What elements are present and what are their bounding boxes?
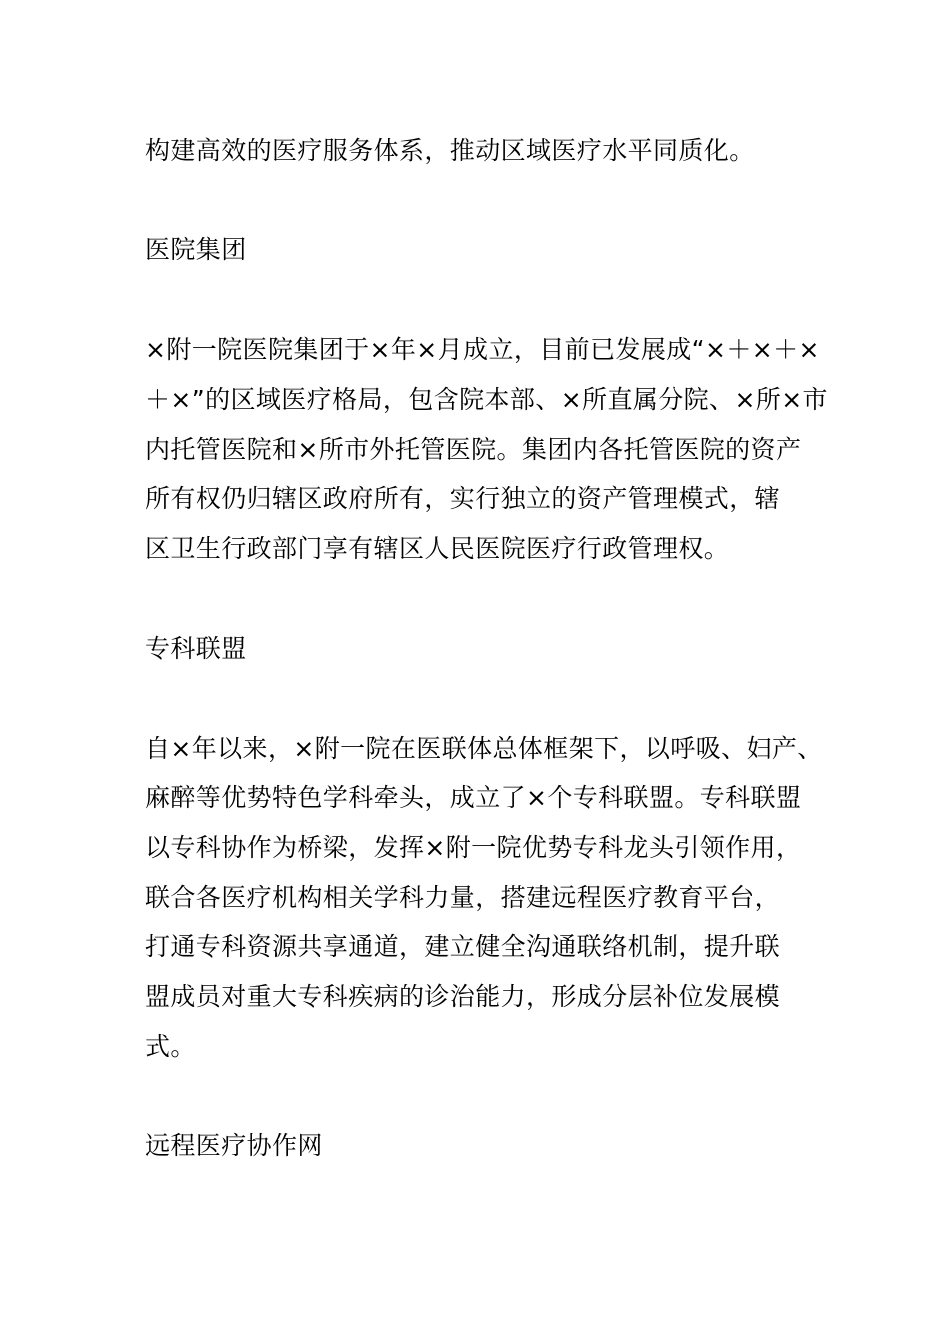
paragraph-line: 麻醉等优势特色学科牵头，成立了×个专科联盟。专科联盟 — [145, 783, 802, 812]
paragraph-line: 打通专科资源共享通道，建立健全沟通联络机制，提升联 — [145, 932, 781, 961]
paragraph-line: 区卫生行政部门享有辖区人民医院医疗行政管理权。 — [145, 534, 730, 563]
paragraph-line: 联合各医疗机构相关学科力量，搭建远程医疗教育平台， — [145, 883, 781, 912]
section-heading-hospital-group: 医院集团 — [145, 235, 247, 264]
paragraph-line: ×附一院医院集团于×年×月成立，目前已发展成“×＋×＋× — [145, 335, 820, 364]
paragraph-line: 构建高效的医疗服务体系，推动区域医疗水平同质化。 — [145, 136, 755, 165]
section-heading-specialty-alliance: 专科联盟 — [145, 634, 247, 663]
paragraph-line: 式。 — [145, 1032, 196, 1061]
paragraph-line: 以专科协作为桥梁，发挥×附一院优势专科龙头引领作用， — [145, 833, 802, 862]
section-heading-telemedicine-network: 远程医疗协作网 — [145, 1131, 323, 1160]
paragraph-line: 盟成员对重大专科疾病的诊治能力，形成分层补位发展模 — [145, 982, 781, 1011]
paragraph-line: 自×年以来，×附一院在医联体总体框架下，以呼吸、妇产、 — [145, 734, 823, 763]
paragraph-line: ＋×”的区域医疗格局，包含院本部、×所直属分院、×所×市 — [145, 385, 828, 414]
paragraph-line: 内托管医院和×所市外托管医院。集团内各托管医院的资产 — [145, 435, 802, 464]
paragraph-line: 所有权仍归辖区政府所有，实行独立的资产管理模式，辖 — [145, 484, 781, 513]
